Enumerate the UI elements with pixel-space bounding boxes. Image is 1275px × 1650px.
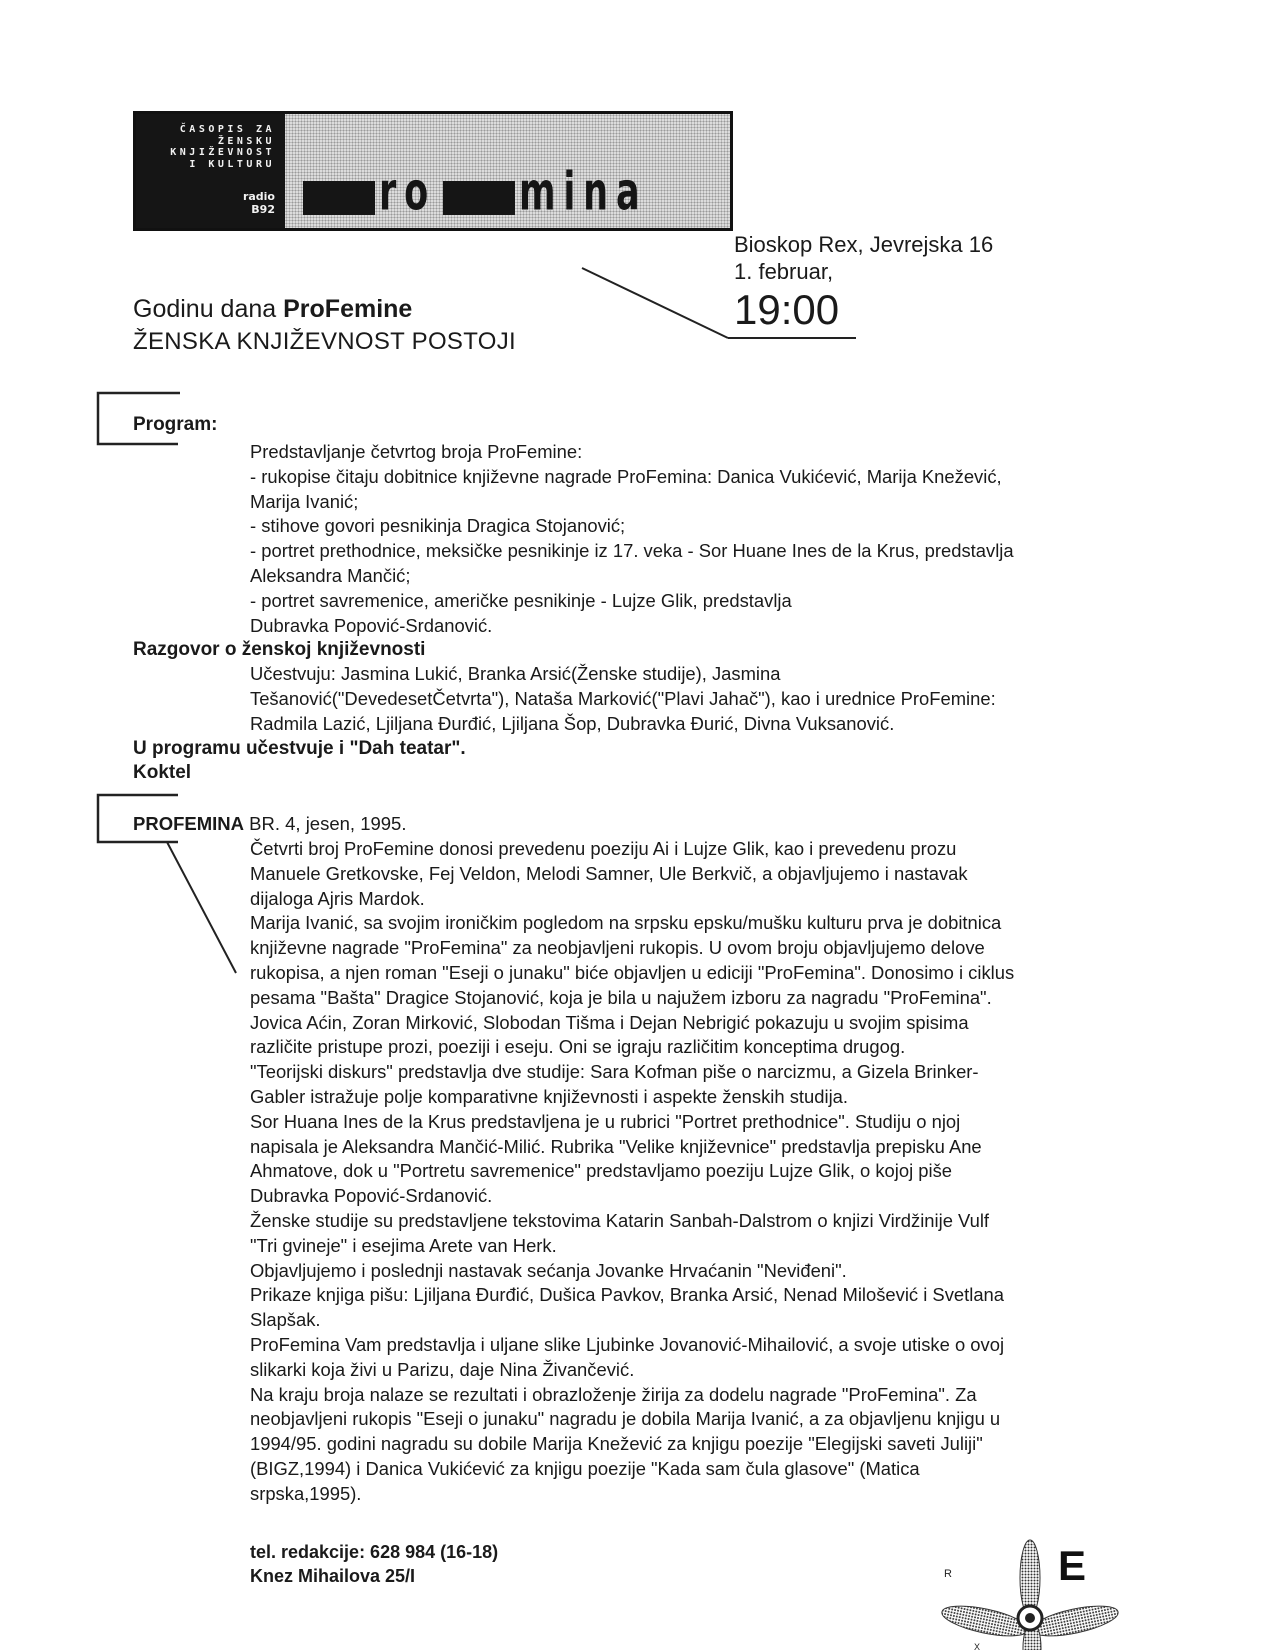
issue-description xyxy=(250,837,1150,1507)
program-line: Predstavljanje četvrtog broja ProFemine: xyxy=(250,441,583,462)
issue-line: neobjavljeni rukopis "Eseji o junaku" nagradu je dobila Marija Ivanić, a za objavljenu knjigu u xyxy=(250,1408,1001,1430)
issue-label: PROFEMINA BR. 4, jesen, 1995. xyxy=(133,813,407,834)
time-underline xyxy=(728,337,856,339)
issue-line: "Teorijski diskurs" predstavlja dve studije: Sara Kofman piše o narcizmu, a Gizela Brinker- xyxy=(250,1061,979,1083)
issue-line: dijaloga Ajris Mardok. xyxy=(250,887,425,909)
issue-line: Ženske studije su predstavljene tekstovima Katarin Sanbah-Dalstrom o knjizi Virdžinije Vulf xyxy=(250,1209,990,1231)
issue-line: Slapšak. xyxy=(250,1309,321,1331)
event-date: 1. februar, xyxy=(734,259,834,284)
pointer-line xyxy=(582,268,728,338)
program-line: - rukopise čitaju dobitnice književne nagrade ProFemina: Danica Vukićević, Marija Knežević, xyxy=(250,465,1002,487)
contact-info xyxy=(250,1540,498,1588)
rex-propeller-logo xyxy=(938,1522,1138,1650)
issue-line: Na kraju broja nalaze se rezultati i obrazloženje žirija za dodelu nagrade "ProFemina". Za xyxy=(250,1383,977,1405)
razgovor-participants xyxy=(250,662,1150,736)
issue-line: Gabler istražuje polje komparativne književnosti i aspekte ženskih studija. xyxy=(250,1085,848,1107)
issue-line: napisala je Aleksandra Mančić-Milić. Rubrika "Velike književnice" predstavlja prepisku Ane xyxy=(250,1135,982,1157)
event-time: 19:00 xyxy=(734,286,840,333)
radio-b92-mark: radio B92 xyxy=(242,190,275,216)
issue-line: slikarki koja živi u Parizu, daje Nina Živančević. xyxy=(250,1358,635,1380)
program-label: Program: xyxy=(133,414,218,435)
razgovor-line: Radmila Lazić, Ljiljana Đurđić, Ljiljana Šop, Dubravka Đurić, Divna Vuksanović. xyxy=(250,712,895,734)
program-line: Aleksandra Mančić; xyxy=(250,564,411,586)
rex-letter-x: X xyxy=(974,1642,981,1650)
issue-line: ProFemina Vam predstavlja i uljane slike Ljubinke Jovanović-Mihailović, a svoje utiske o ovoj xyxy=(250,1333,1005,1355)
issue-line: Marija Ivanić, sa svojim ironičkim pogledom na srpsku epsku/mušku kulturu prva je dobitnica xyxy=(250,912,1002,934)
issue-line: Dubravka Popović-Srdanović. xyxy=(250,1185,493,1207)
razgovor-line: Učestvuju: Jasmina Lukić, Branka Arsić(Ženske studije), Jasmina xyxy=(250,663,781,684)
program-list xyxy=(250,440,1150,638)
masthead-tagline: ČASOPIS ZA ŽENSKU KNJIŽEVNOST I KULTURU xyxy=(170,124,275,170)
program-line: Marija Ivanić; xyxy=(250,490,359,512)
issue-line: srpska,1995). xyxy=(250,1482,362,1504)
program-line: - portret savremenice, američke pesnikinje - Lujze Glik, predstavlja xyxy=(250,589,792,611)
razgovor-line: Tešanović("DevedesetČetvrta"), Nataša Marković("Plavi Jahač"), kao i urednice ProFemine: xyxy=(250,687,996,709)
issue-line: Objavljujemo i poslednji nastavak sećanja Jovanke Hrvaćanin "Neviđeni". xyxy=(250,1259,847,1281)
issue-line: Jovica Aćin, Zoran Mirković, Slobodan Tišma i Dejan Nebrigić pokazuju u svojim spisima xyxy=(250,1011,969,1033)
rex-letter-e: E xyxy=(1058,1542,1087,1589)
propeller-icon xyxy=(939,1540,1120,1650)
issue-diagonal-line xyxy=(167,842,236,973)
logo-letters-mina: mina xyxy=(519,161,648,223)
program-line: Dubravka Popović-Srdanović. xyxy=(250,614,493,636)
issue-line: (BIGZ,1994) i Danica Vukićević za knjigu poezije "Kada sam čula glasove" (Matica xyxy=(250,1457,920,1479)
headline-anniversary: Godinu dana ProFemine xyxy=(133,295,413,323)
dah-teatar-line: U programu učestvuje i "Dah teatar". xyxy=(133,738,466,759)
editorial-phone: tel. redakcije: 628 984 (16-18) xyxy=(250,1542,499,1562)
program-line: - portret prethodnice, meksičke pesnikinje iz 17. veka - Sor Huane Ines de la Krus, predstavlja xyxy=(250,540,1014,562)
koktel-line: Koktel xyxy=(133,762,192,783)
issue-line: Sor Huana Ines de la Krus predstavljena je u rubrici "Portret prethodnice". Studiju o njoj xyxy=(250,1110,961,1132)
headline-slogan: ŽENSKA KNJIŽEVNOST POSTOJI xyxy=(133,328,516,355)
rex-letter-r: R xyxy=(944,1568,952,1580)
issue-line: književne nagrade "ProFemina" za neobjavljeni rukopis. U ovom broju objavljujemo delove xyxy=(250,937,985,959)
issue-line: različite pristupe prozi, poeziji i eseju. Oni se igraju različitim konceptima drugog. xyxy=(250,1036,906,1058)
issue-line: Ahmatove, dok u "Portretu savremenice" predstavljamo poeziju Lujze Glik, o kojoj piše xyxy=(250,1160,953,1182)
issue-line: rukopisa, a njen roman "Eseji o junaku" biće objavljen u ediciji "ProFemina". Donosimo i ciklus xyxy=(250,961,1015,983)
logo-letters-ro: ro xyxy=(379,161,437,223)
razgovor-label: Razgovor o ženskoj književnosti xyxy=(133,639,426,660)
issue-line: "Tri gvineje" i esejima Arete van Herk. xyxy=(250,1234,557,1256)
issue-line: Četvrti broj ProFemine donosi prevedenu poeziju Ai i Lujze Glik, kao i prevedenu prozu xyxy=(250,838,957,859)
issue-line: Prikaze knjiga pišu: Ljiljana Đurđić, Dušica Pavkov, Branka Arsić, Nenad Milošević i Svetlana xyxy=(250,1284,1005,1306)
program-line: - stihove govori pesnikinja Dragica Stojanović; xyxy=(250,515,626,537)
issue-line: Manuele Gretkovske, Fej Veldon, Melodi Samner, Ule Berkvič, a objavljujemo i nastavak xyxy=(250,862,968,884)
event-venue: Bioskop Rex, Jevrejska 16 xyxy=(734,232,994,257)
issue-line: pesama "Bašta" Dragice Stojanović, koja je bila u najužem izboru za nagradu "ProFemina". xyxy=(250,986,992,1008)
editorial-address: Knez Mihailova 25/I xyxy=(250,1566,416,1586)
issue-line: 1994/95. godini nagradu su dobile Marija Knežević za knjigu poezije "Elegijski saveti Juliji" xyxy=(250,1433,983,1455)
